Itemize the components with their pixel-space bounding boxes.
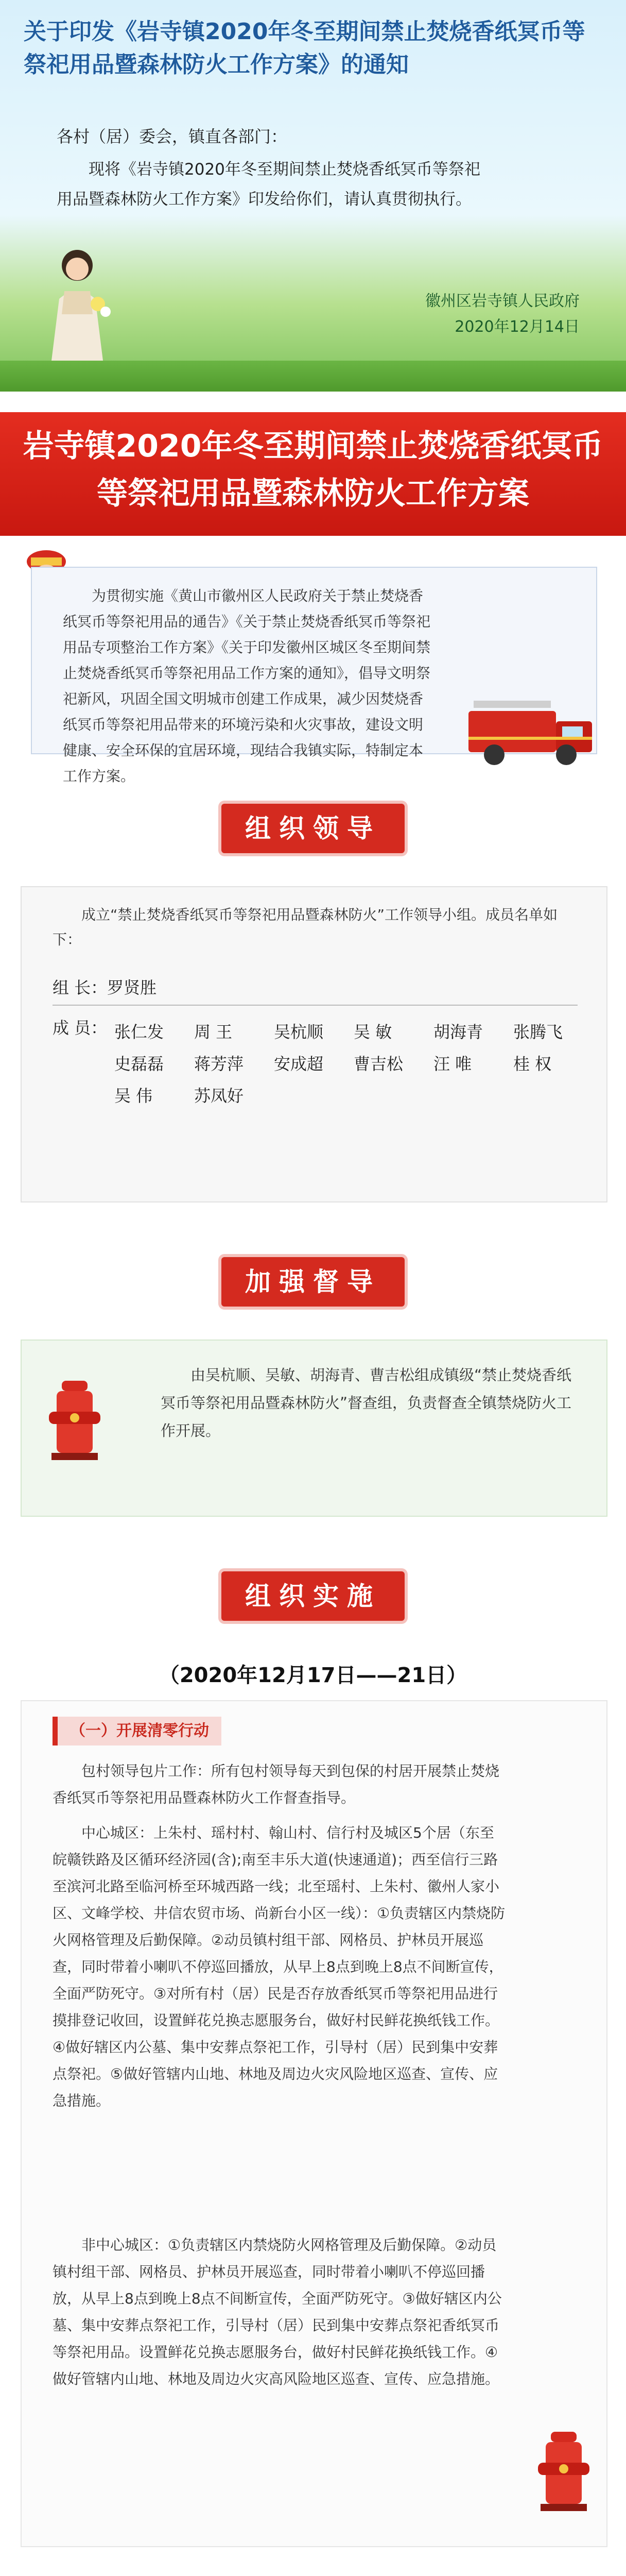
intro-text: 为贯彻实施《黄山市徽州区人民政府关于禁止焚烧香纸冥币等祭祀用品的通告》《关于禁止焚烧香纸冥币等祭祀用品专项整治工作方案》《关于印发徽州区城区冬至期间禁止焚烧香纸冥币等祭祀用品工作方案的通知》，倡导文明祭祀新风，巩固全国文明城市创建工作成果，减少因焚烧香纸冥币等祭祀用品带来的环境污染和火灾事故，建设文明健康、安全环保的宜居环境，现结合我镇实际，特制定本工作方案。 [63, 587, 431, 785]
section-header-org [221, 804, 405, 853]
supervise-section [21, 1340, 607, 1517]
org-member: 史磊磊 [114, 1054, 164, 1074]
implement-paragraph-3: 非中心城区：①负责辖区内禁烧防火网格管理及后勤保障。②动员镇村组干部、网格员、护林员开展巡查，同时带着小喇叭不停巡回播放，从早上8点到晚上8点不间断宣传，全面严防死守。③做好辖区内公墓、集中安葬点祭祀工作，引导村（居）民到集中安葬点祭祀香纸冥币等祭祀用品。设置鲜花兑换志愿服务台，做好村民鲜花换纸钱工作。④做好管辖内山地、林地及周边火灾高风险地区巡查、宣传、应急措施。 [53, 2236, 502, 2387]
org-member: 苏凤好 [194, 1086, 244, 1106]
org-member: 蒋芳萍 [194, 1054, 244, 1074]
org-member: 吴 敏 [354, 1022, 392, 1042]
notice-issuer: 徽州区岩寺镇人民政府 [425, 292, 580, 310]
implement-paragraph-2: 中心城区：上朱村、瑶村村、翰山村、信行村及城区5个居（东至皖赣铁路及区循环经济园(含);南至丰乐大道(快速通道)；西至信行三路至滨河北路至临河桥至环城西路一线；北至瑶村、上朱村、徽州人家小区、文峰学校、井信农贸市场、尚新台小区一线）：①负责辖区内禁烧防火网格管理及后勤保障。②动员镇村组干部、网格员、护林员开展巡查，同时带着小喇叭不停巡回播放，从早上8点到晚上8点不间断宣传，全面严防死守。③对所有村（居）民是否存放香纸冥币等祭祀用品进行摸排登记收回，设置鲜花兑换志愿服务台，做好村民鲜花换纸钱工作。④做好辖区内公墓、集中安葬点祭祀工作，引导村（居）民到集中安葬点祭祀。⑤做好管辖内山地、林地及周边火灾风险地区巡查、宣传、应急措施。 [53, 1824, 506, 2109]
org-member: 吴杭顺 [274, 1022, 324, 1042]
org-member: 安成超 [274, 1054, 324, 1074]
section-header-implement-label: 组织实施 [245, 1581, 381, 1611]
plan-title [0, 422, 626, 517]
supervise-text: 由吴杭顺、吴敏、胡海青、曹吉松组成镇级“禁止焚烧香纸冥币等祭祀用品暨森林防火”督查组，负责督查全镇禁烧防火工作开展。 [161, 1366, 572, 1439]
fire-hydrant-icon-2 [535, 2421, 592, 2514]
grass-strip [0, 361, 626, 392]
implement-date-range: （2020年12月17日——21日） [159, 1664, 467, 1687]
org-members [114, 1016, 598, 1112]
org-section [21, 886, 607, 1202]
implement-paragraph-1: 包村领导包片工作：所有包村领导每天到包保的村居开展禁止焚烧香纸冥币等祭祀用品暨森林防火工作督查指导。 [53, 1762, 500, 1806]
section-header-supervise [221, 1257, 405, 1307]
fire-truck-icon [463, 690, 597, 768]
plan-title-line-1: 岩寺镇2020年冬至期间禁止焚烧香纸冥币 [23, 428, 603, 464]
notice-recipients: 各村（居）委会，镇直各部门： [57, 127, 288, 146]
org-member: 张仁发 [114, 1022, 164, 1042]
notice-body: 现将《岩寺镇2020年冬至期间禁止焚烧香纸冥币等祭祀用品暨森林防火工作方案》印发给你们，请认真贯彻执行。 [57, 160, 480, 209]
org-leader: 组 长：罗贤胜 [53, 978, 157, 997]
org-member: 吴 伟 [114, 1086, 153, 1106]
org-members-label: 成 员： [53, 1018, 108, 1038]
implement-subheading-1: （一）开展清零行动 [53, 1717, 221, 1745]
org-member: 桂 权 [513, 1054, 552, 1074]
implement-section [21, 1700, 607, 2547]
section-header-org-label: 组织领导 [245, 814, 381, 843]
org-intro: 成立“禁止焚烧香纸冥币等祭祀用品暨森林防火”工作领导小组。成员名单如下： [53, 906, 558, 948]
org-divider [53, 1005, 578, 1006]
notice-signature [425, 289, 580, 340]
section-header-implement [221, 1571, 405, 1621]
notice-title: 关于印发《岩寺镇2020年冬至期间禁止焚烧香纸冥币等祭祀用品暨森林防火工作方案》的通知 [24, 19, 585, 78]
section-header-supervise-label: 加强督导 [245, 1267, 381, 1297]
fire-hydrant-icon [46, 1370, 103, 1463]
org-member: 张腾飞 [513, 1022, 563, 1042]
notice-section [0, 0, 626, 392]
plan-banner [0, 412, 626, 536]
org-member: 周 王 [194, 1022, 233, 1042]
org-member: 汪 唯 [433, 1054, 472, 1074]
org-member: 胡海青 [433, 1022, 483, 1042]
notice-date: 2020年12月14日 [455, 318, 580, 336]
org-member: 曹吉松 [354, 1054, 404, 1074]
plan-title-line-2: 等祭祀用品暨森林防火工作方案 [97, 476, 529, 512]
